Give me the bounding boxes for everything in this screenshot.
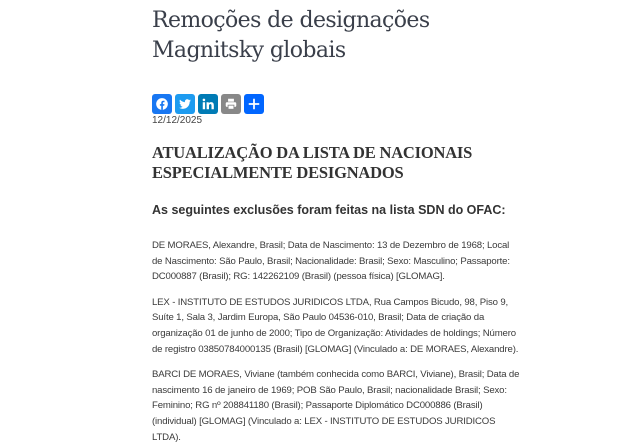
plus-icon (247, 97, 261, 111)
share-bar (152, 94, 522, 114)
sub-heading: As seguintes exclusões foram feitas na lista SDN do OFAC: (152, 203, 506, 217)
sdn-entry: BARCI DE MORAES, Viviane (também conhecida como BARCI, Viviane), Brasil; Data de nascimento 16 de janeiro de 1969; POB São Paulo, Brasil; nacionalidade Brasil; Sexo: Feminino; RG nº 208841180 (Brasil); Passaporte Diplomático DC000886 (Brasil) (individual) [GLOMAG] (Vinculado a: LEX - INSTITUTO DE ESTUDOS JURIDICOS LTDA). (152, 369, 520, 443)
twitter-icon (178, 97, 192, 111)
twitter-share-button[interactable] (175, 94, 195, 114)
sdn-entry: LEX - INSTITUTO DE ESTUDOS JURIDICOS LTDA, Rua Campos Bicudo, 98, Piso 9, Suíte 1, Sala 3, Jardim Europa, São Paulo 04536-010, Brasil; Data de criação da organização 01 de junho de 2000; Tipo de Organização: Atividades de holdings; Número de registro 03850784000135 (Brasil) [GLOMAG] (Vinculado a: DE MORAES, Alexandre). (152, 296, 519, 355)
print-icon (224, 97, 238, 111)
publish-date: 12/12/2025 (152, 115, 203, 126)
print-button[interactable] (221, 94, 241, 114)
page-title: Remoções de designações Magnitsky globais (152, 8, 430, 63)
share-more-button[interactable] (244, 94, 264, 114)
linkedin-share-button[interactable] (198, 94, 218, 114)
linkedin-icon (201, 97, 215, 111)
section-heading: ATUALIZAÇÃO DA LISTA DE NACIONAIS ESPECIALMENTE DESIGNADOS (152, 143, 473, 182)
article (152, 0, 522, 445)
facebook-share-button[interactable] (152, 94, 172, 114)
facebook-icon (155, 97, 169, 111)
sdn-entry: DE MORAES, Alexandre, Brasil; Data de Nascimento: 13 de Dezembro de 1968; Local de Nascimento: São Paulo, Brasil; Nacionalidade: Brasil; Sexo: Masculino; Passaporte: DC000887 (Brasil); RG: 142262109 (Brasil) (pessoa física) [GLOMAG]. (152, 240, 510, 283)
